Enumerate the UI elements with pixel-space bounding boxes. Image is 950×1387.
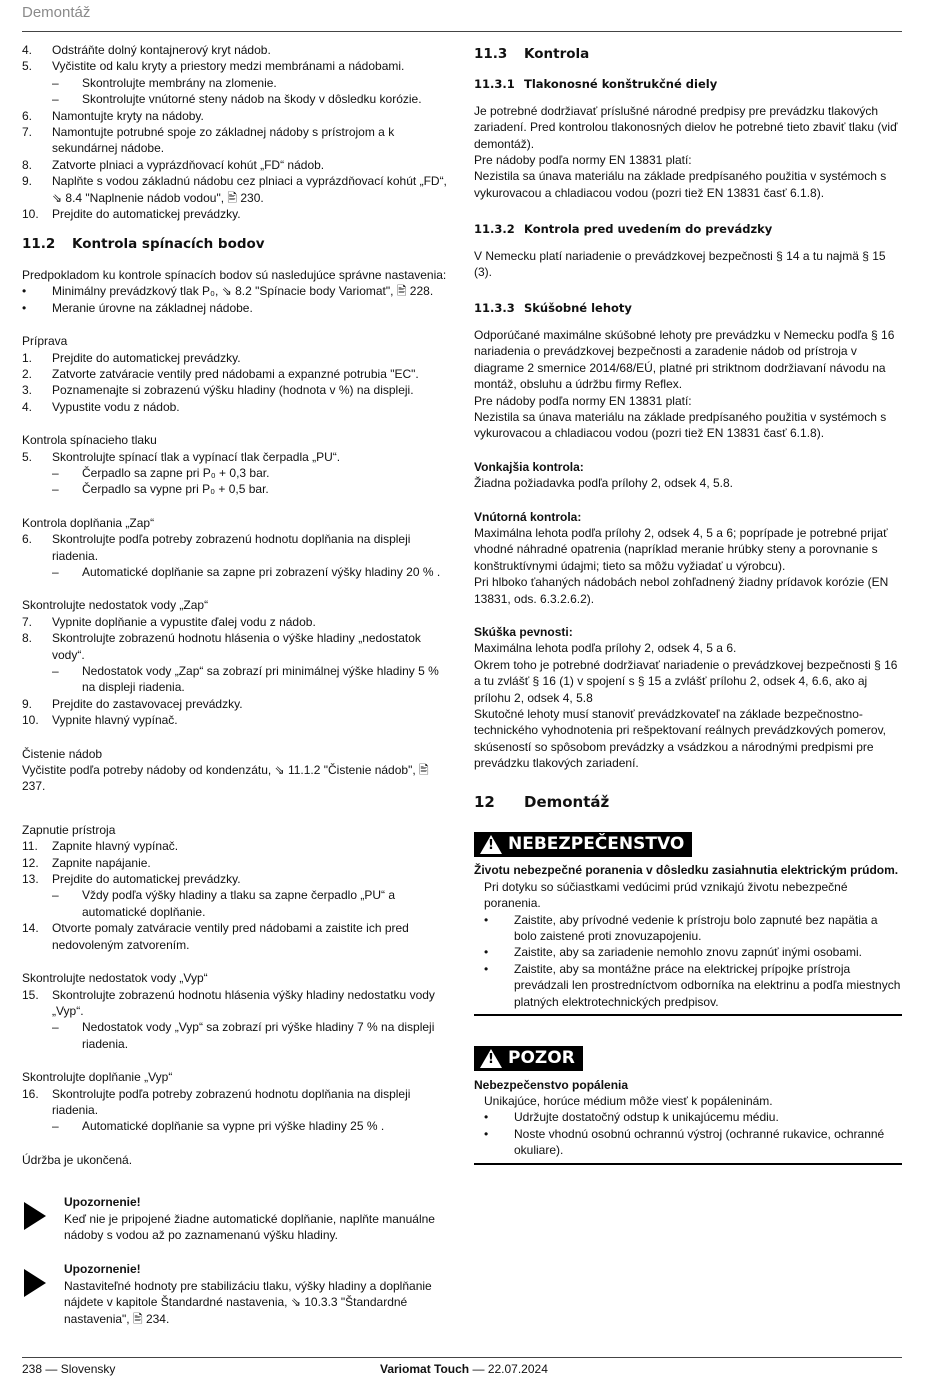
step-item — [22, 58, 450, 74]
step-number: – — [52, 1119, 59, 1134]
step-text: Vyčistite od kalu kryty a priestory medzi membránami a nádobami. — [52, 59, 405, 74]
step-text: Skontrolujte spínací tlak a vypínací tlak čerpadla „PU“. — [52, 449, 341, 464]
doplnanie-vyp-steps — [22, 1086, 450, 1135]
intro-paragraph: Predpokladom ku kontrole spínacích bodov sú nasledujúce správne nastavenia: — [22, 267, 447, 282]
step-number: – — [52, 92, 59, 107]
step-item — [22, 124, 450, 157]
bullet-item — [474, 912, 902, 945]
step-number: 9. — [22, 696, 33, 711]
sub-step-item — [22, 481, 450, 497]
bullet-item — [474, 944, 902, 960]
bullet-list — [22, 283, 450, 316]
nedostatok-zap-label: Skontrolujte nedostatok vody „Zap“ — [22, 598, 209, 613]
step-item — [22, 920, 450, 953]
pevnost-text: Skutočné lehoty musí stanoviť prevádzkovateľ na základe bezpečnostno-technického vyhodnotenia pri rešpektovaní reálnych prevádzkových pomerov, skúseností so spôsobom prevádzky a vsádzkou a národnými predpismi pre prevádzku tlakových zariadení. — [474, 707, 887, 771]
step-item — [22, 712, 450, 728]
bullet-text: Zaistite, aby sa montážne práce na elektrickej prípojke prístroja prevádzali len prostredníctvom odborníka na elektrinu a podľa miestnych platných elektrotechnických predpisov. — [514, 961, 901, 1009]
step-text: Čerpadlo sa zapne pri P₀ + 0,3 bar. — [82, 465, 270, 480]
step-text: Prejdite do automatickej prevádzky. — [52, 207, 241, 222]
priprava-steps — [22, 350, 450, 416]
bullet-item — [474, 1126, 902, 1159]
caution-badge: ! POZOR — [474, 1046, 583, 1071]
steps-list-a — [22, 42, 450, 222]
step-number: 10. — [22, 713, 39, 728]
section-heading-11-3-3: 11.3.3 Skúšobné lehoty — [474, 301, 632, 316]
bullet-text: Meranie úrovne na základnej nádobe. — [52, 300, 253, 315]
step-text: Zapnite napájanie. — [52, 855, 151, 870]
footer-rule — [22, 1357, 902, 1358]
step-number: 7. — [22, 614, 33, 629]
arrow-right-icon — [24, 1269, 46, 1297]
step-item — [22, 108, 450, 124]
paragraph: Pre nádoby podľa normy EN 13831 platí: — [474, 153, 692, 168]
step-text: Prejdite do automatickej prevádzky. — [52, 350, 241, 365]
bullet-item — [22, 283, 450, 299]
step-text: Zapnite hlavný vypínač. — [52, 839, 179, 854]
step-number: 10. — [22, 207, 39, 222]
step-item — [22, 630, 450, 663]
sub-step-item — [22, 887, 450, 920]
nedostatok-vyp-label: Skontrolujte nedostatok vody „Vyp“ — [22, 971, 208, 986]
step-text: Skontrolujte podľa potreby zobrazenú hodnotu doplňania na displeji riadenia. — [52, 1086, 411, 1117]
step-number: 16. — [22, 1086, 39, 1101]
nedostatok-zap-steps — [22, 614, 450, 729]
bullet-text: Udržujte dostatočný odstup k unikajúcemu médiu. — [514, 1110, 779, 1125]
step-number: 4. — [22, 43, 33, 57]
step-text: Namontujte kryty na nádoby. — [52, 108, 204, 123]
step-number: – — [52, 664, 59, 678]
step-number: 2. — [22, 366, 33, 381]
section-heading-11-3: 11.3 Kontrola — [474, 46, 590, 62]
step-text: Nedostatok vody „Zap“ sa zobrazí pri minimálnej výške hladiny 5 % na displeji riadenia. — [82, 664, 439, 695]
step-item — [22, 350, 450, 366]
step-number: 3. — [22, 383, 33, 398]
step-number: – — [52, 888, 59, 903]
step-item — [22, 399, 450, 415]
step-number: – — [52, 1020, 59, 1035]
step-text: Skontrolujte podľa potreby zobrazenú hodnotu doplňania na displeji riadenia. — [52, 532, 411, 563]
done-text: Údržba je ukončená. — [22, 1152, 133, 1167]
vonkajsia-text: Žiadna požiadavka podľa prílohy 2, odsek 4, 5.8. — [474, 476, 734, 491]
nedostatok-vyp-steps — [22, 987, 450, 1053]
step-number: 14. — [22, 921, 39, 936]
step-text: Vypustite vodu z nádob. — [52, 399, 180, 414]
note-2 — [22, 1261, 450, 1327]
warning-triangle-icon: ! — [480, 835, 502, 854]
warning-triangle-icon: ! — [480, 1049, 502, 1068]
page-header: Demontáž — [22, 4, 91, 21]
zapnutie-steps — [22, 838, 450, 953]
bullet-item — [474, 1109, 902, 1125]
step-item — [22, 157, 450, 173]
bullet-text: Zaistite, aby prívodné vedenie k prístroju bolo zapnuté bez napätia a bolo zaistené proti znovuzapojeniu. — [514, 912, 878, 944]
step-number: – — [52, 75, 59, 90]
step-number: 8. — [22, 631, 33, 646]
step-number: 6. — [22, 108, 33, 123]
step-text: Vypnite doplňanie a vypustite ďalej vodu z nádob. — [52, 614, 316, 629]
pevnost-text: Maximálna lehota podľa prílohy 2, odsek 4, 5 a 6. — [474, 641, 737, 656]
kontrola-tlaku-label: Kontrola spínacieho tlaku — [22, 433, 157, 448]
footer-page: 238 — Slovensky — [22, 1362, 116, 1376]
zapnutie-label: Zapnutie prístroja — [22, 822, 116, 837]
bullet-text: Noste vhodnú osobnú ochrannú výstroj (ochranné rukavice, ochranné okuliare). — [514, 1126, 885, 1158]
bullet-icon: • — [22, 284, 27, 299]
bullet-item — [22, 300, 450, 316]
step-item — [22, 531, 450, 564]
step-item — [22, 1086, 450, 1119]
step-text: Poznamenajte si zobrazenú výšku hladiny (hodnota v %) na displeji. — [52, 383, 414, 398]
section-heading-11-3-1: 11.3.1 Tlakonosné konštrukčné diely — [474, 77, 718, 92]
step-text: Prejdite do zastavovacej prevádzky. — [52, 696, 243, 711]
note-text: Nastaviteľné hodnoty pre stabilizáciu tlaku, výšky hladiny a doplňanie nájdete v kapitole Štandardné nastavenia, ⇘ 10.3.3 "Štandardné nastavenia", 🖹 234. — [64, 1278, 432, 1326]
doplnanie-zap-steps — [22, 531, 450, 580]
sub-step-item — [22, 1118, 450, 1134]
step-number: 9. — [22, 174, 33, 189]
step-text: Otvorte pomaly zatváracie ventily pred nádobami a zaistite ich pred nedovoleným zatvorením. — [52, 921, 409, 952]
step-text: Skontrolujte zobrazenú hodnotu hlásenia o výške hladiny „nedostatok vody“. — [52, 631, 421, 662]
step-text: Vždy podľa výšky hladiny a tlaku sa zapne čerpadlo „PU“ a automatické doplňanie. — [82, 888, 395, 919]
pevnost-title: Skúška pevnosti: — [474, 624, 573, 639]
section-heading-11-2: 11.2 Kontrola spínacích bodov — [22, 236, 265, 253]
danger-badge: ! NEBEZPEČENSTVO — [474, 832, 692, 857]
step-item — [22, 173, 450, 206]
doplnanie-vyp-label: Skontrolujte doplňanie „Vyp“ — [22, 1070, 173, 1085]
priprava-label: Príprava — [22, 334, 68, 349]
step-number: 15. — [22, 987, 39, 1002]
danger-box — [474, 832, 902, 1016]
paragraph: Je potrebné dodržiavať príslušné národné predpisy pre prevádzku tlakových zariadení. Pred kontrolou tlakonosných dielov he potrebné tieto zbaviť tlaku (viď demontáž). — [474, 103, 898, 151]
bullet-icon: • — [484, 961, 489, 976]
bullet-icon: • — [484, 1110, 489, 1125]
note-title: Upozornenie! — [64, 1262, 141, 1277]
step-item — [22, 871, 450, 887]
step-number: 1. — [22, 350, 33, 365]
step-text: Namontujte potrubné spoje zo základnej nádoby s prístrojom a k sekundárnej nádobe. — [52, 125, 395, 156]
step-item — [22, 42, 450, 58]
sub-step-item — [22, 75, 450, 91]
step-number: 11. — [22, 839, 38, 854]
bullet-item — [474, 961, 902, 1010]
danger-bullets — [474, 912, 902, 1010]
bullet-text: Zaistite, aby sa zariadenie nemohlo znovu zapnúť inými osobami. — [514, 945, 863, 960]
step-number: – — [52, 482, 59, 497]
note-1 — [22, 1194, 450, 1243]
step-text: Zatvorte plniaci a vyprázdňovací kohút „FD“ nádob. — [52, 157, 325, 172]
vnutorna-text: Pri hlboko ťahaných nádobách nebol zohľadnený žiadny prídavok korózie (EN 13831, ods. 6.3.2.6.2). — [474, 575, 889, 606]
step-number: 5. — [22, 449, 33, 464]
step-item — [22, 855, 450, 871]
danger-title: Životu nebezpečné poranenia v dôsledku zasiahnutia elektrickým prúdom. — [474, 863, 899, 878]
step-number: 5. — [22, 59, 33, 74]
note-title: Upozornenie! — [64, 1195, 141, 1210]
cistenie-text: Vyčistite podľa potreby nádoby od kondenzátu, ⇘ 11.1.2 "Čistenie nádob", 🖹 237. — [22, 763, 429, 794]
caution-box — [474, 1046, 902, 1164]
step-text: Automatické doplňanie sa vypne pri výške hladiny 25 % . — [82, 1119, 385, 1134]
step-text: Skontrolujte vnútorné steny nádob na škody v dôsledku korózie. — [82, 92, 422, 107]
right-column — [474, 42, 902, 1165]
vnutorna-title: Vnútorná kontrola: — [474, 509, 582, 524]
sub-step-item — [22, 1019, 450, 1052]
caution-title: Nebezpečenstvo popálenia — [474, 1077, 629, 1092]
footer-product: Variomat Touch — 22.07.2024 — [380, 1362, 548, 1376]
step-item — [22, 382, 450, 398]
step-number: 7. — [22, 125, 33, 140]
step-number: 13. — [22, 872, 39, 887]
bullet-icon: • — [484, 1126, 489, 1141]
step-item — [22, 206, 450, 222]
step-number: – — [52, 465, 59, 480]
note-text: Keď nie je pripojené žiadne automatické doplňanie, naplňte manuálne nádoby s vodou až po zaznamenanú výšku hladiny. — [64, 1211, 435, 1242]
vonkajsia-title: Vonkajšia kontrola: — [474, 459, 584, 474]
step-text: Nedostatok vody „Vyp“ sa zobrazí pri výške hladiny 7 % na displeji riadenia. — [82, 1020, 435, 1051]
paragraph: Nezistila sa únava materiálu na základe predpísaného použitia v systémoch s vykurovacou a chladiacou vodou (pozri tiež EN 13831 časť 6.1.8). — [474, 409, 887, 441]
step-item — [22, 614, 450, 630]
bullet-icon: • — [22, 300, 27, 315]
caution-text: Unikajúce, horúce médium môže viesť k popáleninám. — [484, 1093, 773, 1108]
step-text: Čerpadlo sa vypne pri P₀ + 0,5 bar. — [82, 482, 269, 497]
header-rule — [22, 31, 902, 32]
kontrola-tlaku-steps — [22, 449, 450, 498]
step-number: – — [52, 564, 59, 579]
step-item — [22, 449, 450, 465]
arrow-right-icon — [24, 1202, 46, 1230]
step-text: Naplňte s vodou základnú nádobu cez plniaci a vyprázdňovací kohút „FD“, ⇘ 8.4 "Naplnenie nádob vodou", 🖹 230. — [52, 174, 447, 205]
bullet-icon: • — [484, 945, 489, 960]
section-heading-12: 12 Demontáž — [474, 792, 610, 811]
pevnost-text: Okrem toho je potrebné dodržiavať nariadenie o prevádzkovej bezpečnosti § 16 a tu zvlášť § 16 (1) v spojení s § 15 a zvlášť prílohu 2, odsek 4, 6.6, ako aj prílohu 2, odsek 4, 5.8 — [474, 657, 898, 705]
sub-step-item — [22, 91, 450, 107]
caution-bullets — [474, 1109, 902, 1158]
step-text: Vypnite hlavný vypínač. — [52, 713, 178, 728]
step-item — [22, 366, 450, 382]
step-text: Zatvorte zatváracie ventily pred nádobami a expanzné potrubia "EC". — [52, 366, 419, 381]
sub-step-item — [22, 465, 450, 481]
step-number: 12. — [22, 855, 39, 870]
bullet-text: Minimálny prevádzkový tlak P₀, ⇘ 8.2 "Spínacie body Variomat", 🖹 228. — [52, 284, 434, 299]
vnutorna-text: Maximálna lehota podľa prílohy 2, odsek 4, 5 a 6; poprípade je potrebné prijať vhodné náhradné opatrenia (napríklad meranie hrúbky steny a porovnanie s konštruktívnymi údajmi; tieto sa môžu vyžiadať u výrobcu). — [474, 525, 888, 573]
section-heading-11-3-2: 11.3.2 Kontrola pred uvedením do prevádzky — [474, 222, 773, 237]
sub-step-item — [22, 663, 450, 696]
paragraph: Nezistila sa únava materiálu na základe predpísaného použitia v systémoch s vykurovacou a chladiacou vodou (pozri tiež EN 13831 časť 6.1.8). — [474, 169, 887, 200]
sub-step-item — [22, 564, 450, 580]
step-text: Prejdite do automatickej prevádzky. — [52, 872, 241, 887]
step-item — [22, 987, 450, 1020]
bullet-icon: • — [484, 912, 489, 927]
paragraph: Pre nádoby podľa normy EN 13831 platí: — [474, 393, 692, 408]
paragraph: V Nemecku platí nariadenie o prevádzkovej bezpečnosti § 14 a tu najmä § 15 (3). — [474, 248, 886, 280]
step-text: Automatické doplňanie sa zapne pri zobrazení výšky hladiny 20 % . — [82, 564, 441, 579]
step-number: 8. — [22, 157, 33, 172]
step-number: 6. — [22, 532, 33, 547]
cistenie-label: Čistenie nádob — [22, 746, 103, 761]
step-text: Odstráňte dolný kontajnerový kryt nádob. — [52, 43, 271, 57]
step-text: Skontrolujte membrány na zlomenie. — [82, 75, 277, 90]
doplnanie-zap-label: Kontrola doplňania „Zap“ — [22, 515, 155, 530]
step-number: 4. — [22, 399, 33, 414]
left-column — [22, 42, 450, 1327]
paragraph: Odporúčané maximálne skúšobné lehoty pre prevádzku v Nemecku podľa § 16 nariadenia o prevádzkovej bezpečnosti a zaradenie nádob od prístroja v diagrame 2 smernice 2014/68/EÚ, platné pri striktnom dodržiavaní návodu na montáž, obsluhu a údržbu firmy Reflex. — [474, 327, 895, 392]
step-text: Skontrolujte zobrazenú hodnotu hlásenia výšky hladiny nedostatku vody „Vyp“. — [52, 987, 435, 1018]
step-item — [22, 696, 450, 712]
danger-text: Pri dotyku so súčiastkami vedúcimi prúd vznikajú životu nebezpečné poranenia. — [484, 879, 848, 911]
step-item — [22, 838, 450, 854]
